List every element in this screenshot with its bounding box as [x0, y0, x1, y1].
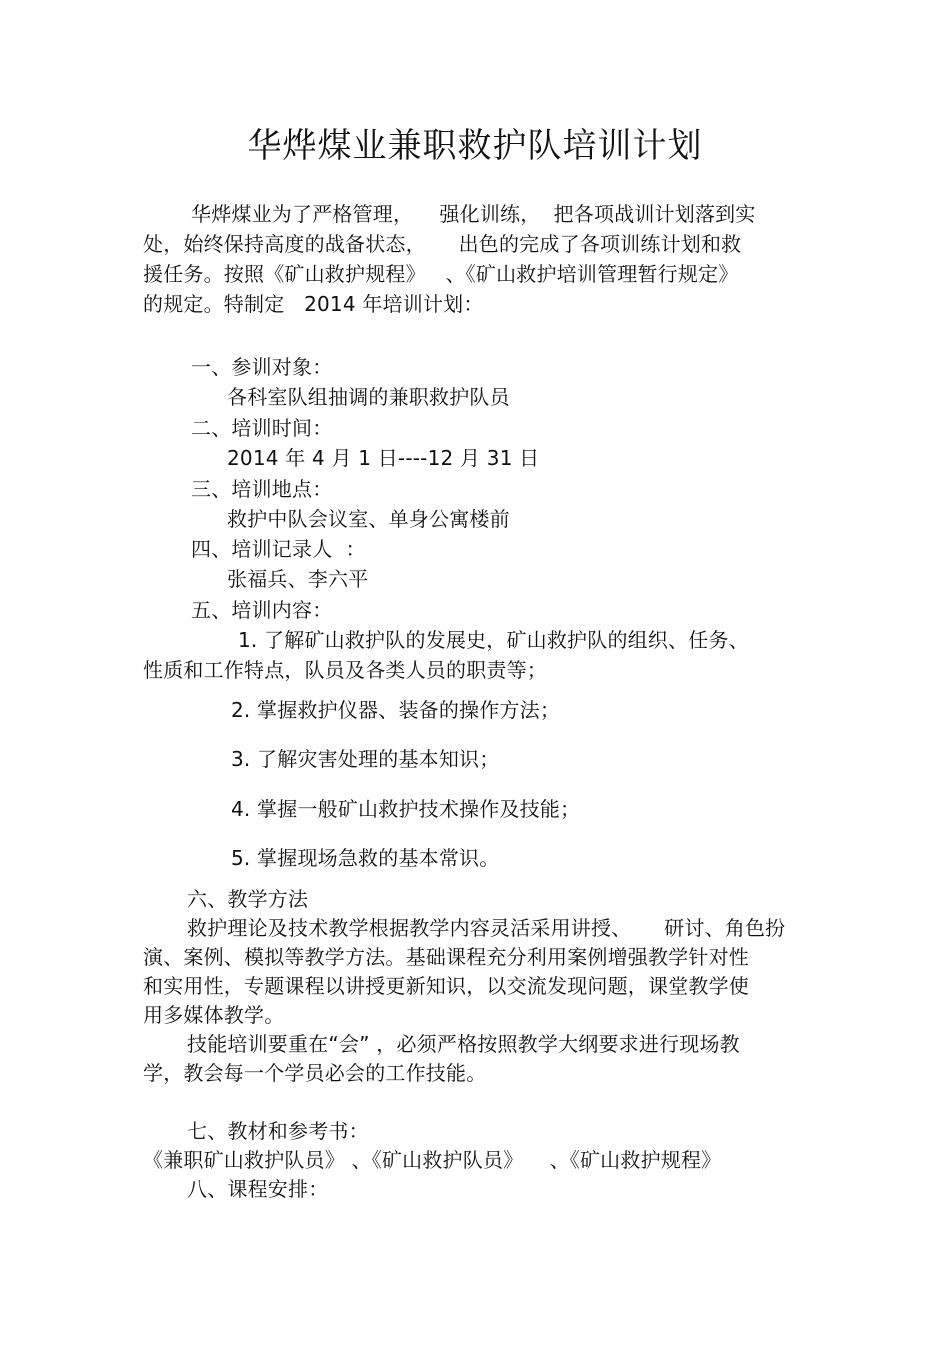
- section-3-content: 救护中队会议室、单身公寓楼前: [227, 507, 510, 531]
- section-1-content: 各科室队组抽调的兼职救护队员: [227, 385, 510, 409]
- method-para-1-line-3: 和实用性，专题课程以讲授更新知识，以交流发现问题，课堂教学使: [143, 974, 749, 998]
- method-para-1-line-1: 救护理论及技术教学根据教学内容灵活采用讲授、 研讨、角色扮: [187, 916, 786, 940]
- method-para-2-line-2: 学，教会每一个学员必会的工作技能。: [143, 1061, 487, 1085]
- section-8-heading: 八、课程安排：: [187, 1177, 329, 1201]
- method-para-1-line-4: 用多媒体教学。: [143, 1003, 285, 1027]
- section-2-content: 2014 年 4 月 1 日----12 月 31 日: [227, 446, 540, 470]
- section-3-heading: 三、培训地点：: [191, 477, 333, 501]
- section-4-heading: 四、培训记录人 ：: [191, 537, 366, 561]
- intro-line-3: 援任务。按照《矿山救护规程》 、《矿山救护培训管理暂行规定》: [143, 262, 739, 286]
- content-item-5: 5. 掌握现场急救的基本常识。: [231, 846, 500, 870]
- method-para-1-line-2: 演、案例、模拟等教学方法。基础课程充分利用案例增强教学针对性: [143, 945, 749, 969]
- intro-line-2: 处，始终保持高度的战备状态， 出色的完成了各项训练计划和救: [143, 232, 742, 256]
- content-item-1-line-2: 性质和工作特点，队员及各类人员的职责等；: [143, 658, 547, 682]
- section-6-heading: 六、教学方法: [187, 887, 309, 911]
- content-item-4: 4. 掌握一般矿山救护技术操作及技能；: [231, 797, 581, 821]
- section-4-content: 张福兵、李六平: [227, 567, 369, 591]
- intro-line-1: 华烨煤业为了严格管理， 强化训练， 把各项战训计划落到实: [191, 202, 756, 226]
- content-item-2: 2. 掌握救护仪器、装备的操作方法；: [231, 698, 561, 722]
- intro-line-4: 的规定。特制定 2014 年培训计划：: [143, 292, 484, 316]
- section-1-heading: 一、参训对象：: [191, 355, 333, 379]
- section-7-heading: 七、教材和参考书：: [187, 1119, 369, 1143]
- page-title: 华烨煤业兼职救护队培训计划: [247, 126, 703, 166]
- content-item-3: 3. 了解灾害处理的基本知识；: [231, 747, 500, 771]
- method-para-2-line-1: 技能培训要重在“会” ，必须严格按照教学大纲要求进行现场教: [187, 1032, 740, 1056]
- section-5-heading: 五、培训内容：: [191, 598, 333, 622]
- section-7-content: 《兼职矿山救护队员》 、《矿山救护队员》 、《矿山救护规程》: [143, 1148, 722, 1172]
- content-item-1-line-1: 1. 了解矿山救护队的发展史，矿山救护队的组织、任务、: [238, 628, 749, 652]
- section-2-heading: 二、培训时间：: [191, 416, 333, 440]
